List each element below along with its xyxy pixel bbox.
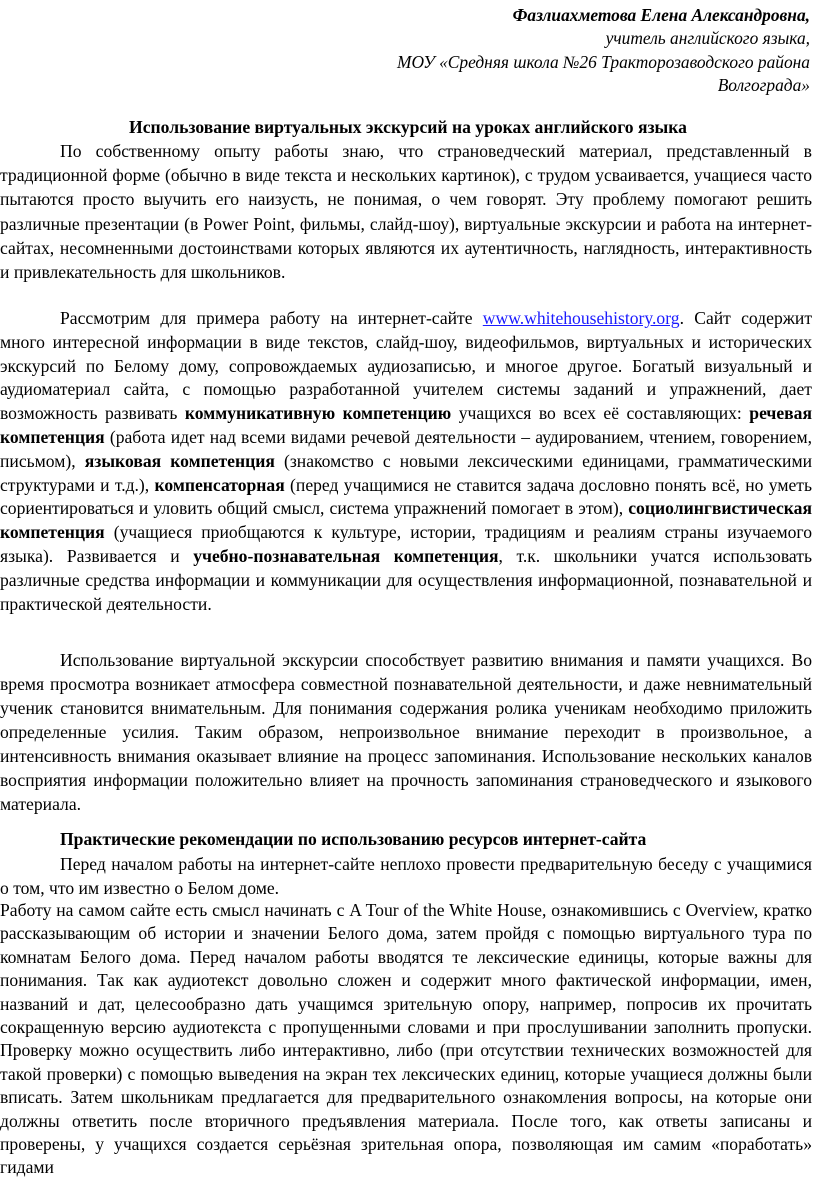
author-name: Фазлиахметова Елена Александровна,	[512, 5, 810, 25]
text-span: учащихся во всех её составляющих:	[451, 403, 750, 424]
text-span: (работа идет над всеми видами речевой деятельности – аудированием, чтением, говорением, письмом),	[0, 426, 812, 471]
term-language: языковая компетенция	[84, 450, 275, 471]
paragraph-preliminary: Перед началом работы на интернет-сайте неплохо провести предварительную беседу с учащимися о том, что им известно о Белом доме.	[0, 854, 812, 898]
text-span: . Сайт содержит много интересной информации в виде текстов, слайд-шоу, видеофильмов, виртуальных и исторических экскурсий по Белому дому, сопровождаемых аудиозаписью, и многое другое. Богатый визуальный и аудиоматериал сайта, с помощью разработанной учителем системы заданий и упражнений, дает возможность развивать	[0, 308, 813, 424]
term-sociolinguistic: социолингвистическая компетенция	[0, 498, 812, 543]
text-span: (учащиеся приобщаются к культуре, истории, традициям и реалиям страны изучаемого языка). Развивается и	[0, 522, 812, 566]
school-line-2: Волгограда»	[717, 74, 810, 95]
website-link[interactable]: www.whitehousehistory.org	[482, 308, 680, 328]
term-communicative: коммуникативную компетенцию	[184, 403, 452, 424]
section-1-title: Использование виртуальных экскурсий на уроках английского языка	[129, 117, 687, 137]
term-speech: речевая компетенция	[0, 403, 812, 447]
section-2-title: Практические рекомендации по использованию ресурсов интернет-сайта	[60, 829, 647, 849]
paragraph-intro: По собственному опыту работы знаю, что страноведческий материал, представленный в традиционной форме (обычно в виде текста и нескольких картинок), с трудом усваивается, учащиеся часто пытаются просто выучить его наизусть, не понимая, о чем говорят. Эту проблему помогают решить различные презентации (в Power Point, фильмы, слайд-шоу), виртуальные экскурсии и работа на интернет-сайтах, несомненными достоинствами которых являются их аутентичность, наглядность, интерактивность и привлекательность для школьников.	[0, 141, 812, 283]
text-span: , т.к. школьники учатся использовать различные средства информации и коммуникации для осуществления информационной, познавательной и практической деятельности.	[0, 545, 812, 614]
paragraph-attention: Использование виртуальной экскурсии способствует развитию внимания и памяти учащихся. Во время просмотра возникает атмосфера совместной познавательной деятельности, и даже невнимательный ученик становится внимательным. Для понимания содержания ролика ученикам необходимо приложить определенные усилия. Таким образом, непроизвольное внимание переходит в произвольное, а интенсивность внимания оказывает влияние на процесс запоминания. Использование нескольких каналов восприятия информации положительно влияет на прочность запоминания страноведческого и языкового материала.	[0, 650, 812, 814]
term-learning-cognitive: учебно-познавательная компетенция	[193, 545, 499, 566]
text-span: Рассмотрим для примера работу на интернет-сайте	[60, 308, 483, 328]
text-span: (знакомство с новыми лексическими единицами, грамматическими структурами и т.д.),	[0, 450, 812, 495]
paragraph-website	[0, 307, 812, 616]
author-block	[397, 4, 810, 97]
text-span: (перед учащимися не ставится задача дословно понять всё, но уметь сориентироваться и уловить общий смысл, система упражнений помогает в этом),	[0, 474, 812, 519]
author-position: учитель английского языка,	[605, 28, 810, 49]
school-line-1: МОУ «Средняя школа №26 Тракторозаводского района	[397, 51, 810, 72]
paragraph-site-work: Работу на самом сайте есть смысл начинать с A Tour of the White House, ознакомившись с Overview, кратко рассказывающим об истории и значении Белого дома, затем пройдя с помощью виртуального тура по комнатам Белого дома. Перед началом работы вводятся те лексические единицы, которые важны для понимания. Так как аудиотекст довольно сложен и содержит много фактической информации, имен, названий и дат, целесообразно дать учащимся зрительную опору, например, попросив их прочитать сокращенную версию аудиотекста с пропущенными словами и при прослушивании заполнить пропуски. Проверку можно осуществить либо интерактивно, либо (при отсутствии технических возможностей для такой проверки) с помощью выведения на экран тех лексических единиц, которые учащиеся должны были вписать. Затем школьникам предлагается для предварительного ознакомления вопросы, на которые они должны ответить после вторичного предъявления материала. После того, как ответы записаны и проверены, у учащихся создается серьёзная зрительная опора, позволяющая им самим «поработать» гидами	[0, 900, 812, 1178]
term-compensatory: компенсаторная	[154, 474, 285, 495]
